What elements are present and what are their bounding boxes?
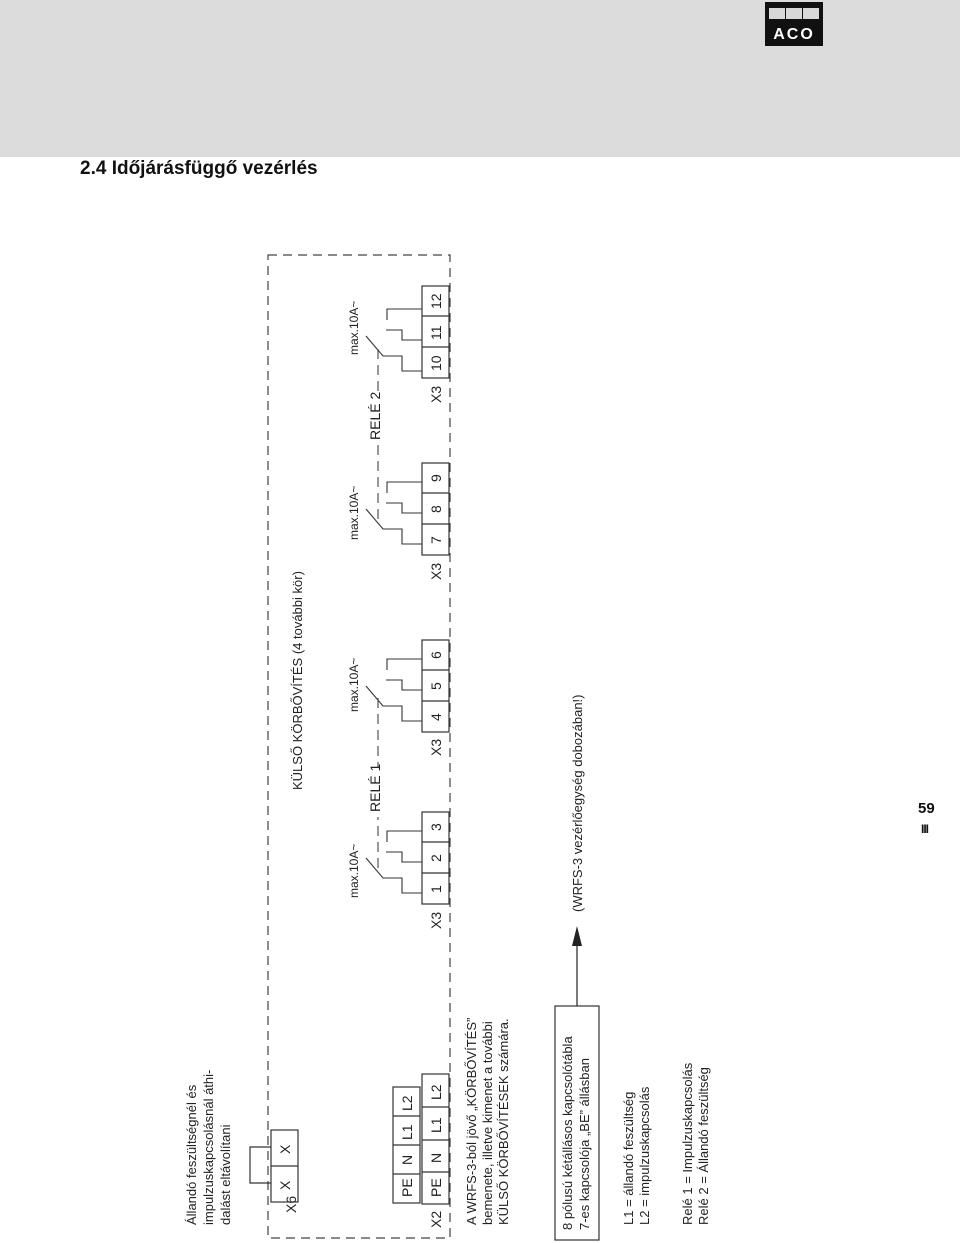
relay-contact-10-11-12 <box>366 309 422 371</box>
legend-line: L2 = impulzuskapcsolás <box>637 1086 652 1225</box>
switchboard-note: (WRFS-3 vezérlőegység dobozában!) <box>570 694 585 912</box>
page-number: 59 <box>918 800 935 817</box>
x3-terminal-number: 5 <box>428 682 444 690</box>
x3-label: X3 <box>428 738 444 756</box>
logo-text: ACO <box>773 26 815 43</box>
x2-lower-pin: PE <box>428 1178 444 1197</box>
legend-line: Relé 1 = Impulzuskapcsolás <box>680 1062 695 1225</box>
x6-connector <box>271 1130 298 1202</box>
x2-upper-pin: PE <box>399 1178 415 1197</box>
x3-terminal-number: 3 <box>428 823 444 831</box>
x3-terminal-number: 12 <box>428 293 444 309</box>
x2-label: X2 <box>428 1210 444 1228</box>
x6-label: X6 <box>283 1195 299 1213</box>
x6-note-line: dalást eltávolítani <box>218 1124 233 1225</box>
x3-terminal-number: 10 <box>428 355 444 371</box>
relay-contact-7-8-9 <box>366 482 422 544</box>
max-rating: max.10A~ <box>347 843 361 898</box>
x2-upper-pin: L1 <box>399 1124 415 1140</box>
x3-terminal-number: 1 <box>428 885 444 893</box>
x3-terminal-number: 11 <box>428 325 444 340</box>
x3-terminal-number: 2 <box>428 854 444 862</box>
section-title: 2.4 Időjárásfüggő vezérlés <box>80 158 318 179</box>
x2-upper-pin: N <box>399 1154 415 1165</box>
x2-lower-pin: L1 <box>428 1117 444 1133</box>
max-rating: max.10A~ <box>347 300 361 355</box>
description-line: KÜLSŐ KÖRBŐVÍTÉSEK számára. <box>496 1018 511 1225</box>
x6-note-line: Állandó feszültségnél és <box>184 1084 199 1225</box>
x3-terminal-number: 7 <box>428 536 444 544</box>
relay-contact-1-2-3 <box>366 831 422 893</box>
relay2-label: RELÉ 2 <box>367 391 383 440</box>
x3-label: X3 <box>428 562 444 580</box>
relay1-label: RELÉ 1 <box>367 763 383 812</box>
max-rating: max.10A~ <box>347 657 361 712</box>
page-marker: III <box>921 822 929 836</box>
x2-upper-pin: L2 <box>399 1095 415 1111</box>
x3-terminal-number: 4 <box>428 713 444 721</box>
description-line: bemenete, illetve kimenet a további <box>480 1021 495 1225</box>
x3-terminal-number: 9 <box>428 474 444 482</box>
expansion-title: KÜLSŐ KÖRBŐVÍTÉS (4 további kör) <box>290 571 305 790</box>
x3-terminal-number: 8 <box>428 505 444 513</box>
x6-pin: X <box>277 1180 293 1190</box>
x3-terminal-number: 6 <box>428 651 444 659</box>
legend-line: Relé 2 = Állandó feszültség <box>696 1067 711 1225</box>
switchboard-arrow-head <box>572 926 582 946</box>
x2-lower-pin: N <box>428 1152 444 1163</box>
x2-lower-pin: L2 <box>428 1084 444 1100</box>
switchboard-box-line: 7-es kapcsolója „BE” állásban <box>577 1058 592 1230</box>
x3-label: X3 <box>428 911 444 929</box>
switchboard-box-line: 8 pólusú kétállásos kapcsolótábla <box>560 1036 575 1230</box>
x3-label: X3 <box>428 385 444 403</box>
x3-terminal-strips <box>422 286 449 904</box>
max-rating: max.10A~ <box>347 485 361 540</box>
relay-contact-4-5-6 <box>366 659 422 721</box>
x6-pin: X <box>277 1144 293 1154</box>
x6-note-line: impulzuskapcsolásnál áthi- <box>201 1069 216 1225</box>
description-line: A WRFS-3-ból jövő „KÖRBŐVÍTÉS” <box>464 1017 479 1225</box>
legend-line: L1 = állandó feszültség <box>621 1091 636 1225</box>
